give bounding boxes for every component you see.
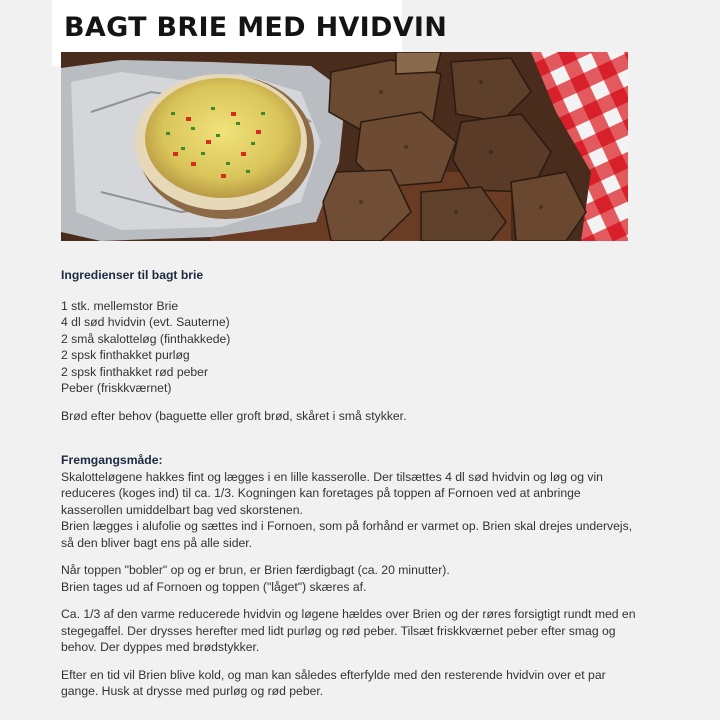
- ingredients-heading: Ingredienser til bagt brie: [61, 268, 204, 282]
- recipe-photo: [61, 52, 628, 241]
- method-paragraph: Skalotteløgene hakkes fint og lægges i en lille kasserolle. Der tilsættes 4 dl sød hvidvin og løg og vin reduceres (koges ind) til ca. 1/3. Kogningen kan foretages på toppen af Fornoen ved at anbringe kasserollen umiddelbart bag ved skorstenen.: [61, 469, 603, 517]
- recipe-content: [61, 267, 641, 700]
- ingredient-item: Peber (friskkværnet): [61, 381, 172, 395]
- method-paragraph: Brien lægges i alufolie og sættes ind i Fornoen, som på forhånd er varmet op. Brien skal drejes undervejs, så den bliver bagt ens på alle sider.: [61, 519, 633, 550]
- ingredient-item: 2 små skalotteløg (finthakkede): [61, 331, 231, 346]
- ingredient-item: 1 stk. mellemstor Brie: [61, 298, 179, 313]
- method-heading: Fremgangsmåde:: [61, 453, 163, 467]
- method-paragraph: Efter en tid vil Brien blive kold, og man kan således efterfylde med den resterende hvidvin over et par gange. Husk at drysse med purløg og rød peber.: [61, 667, 606, 698]
- method-paragraph: Ca. 1/3 af den varme reducerede hvidvin og løgene hældes over Brien og der røres forsigtigt rundt med en stegegaffel. Der drysses herefter med lidt purløg og rød peber. Tilsæt friskkværnet peber efter smag og behov. Der dyppes med brødstykker.: [61, 607, 636, 654]
- ingredient-item: 2 spsk finthakket purløg: [61, 348, 190, 362]
- ingredient-item: 2 spsk finthakket rød peber: [61, 364, 208, 379]
- method-paragraph: Når toppen "bobler" op og er brun, er Brien færdigbagt (ca. 20 minutter).: [61, 563, 450, 577]
- method-paragraph: Brien tages ud af Fornoen og toppen ("låget") skæres af.: [61, 579, 367, 594]
- page-title: BAGT BRIE MED HVIDVIN: [64, 12, 448, 43]
- ingredients-list: [61, 298, 641, 397]
- bread-note: Brød efter behov (baguette eller groft brød, skåret i små stykker.: [61, 408, 407, 423]
- ingredient-item: 4 dl sød hvidvin (evt. Sauterne): [61, 315, 230, 329]
